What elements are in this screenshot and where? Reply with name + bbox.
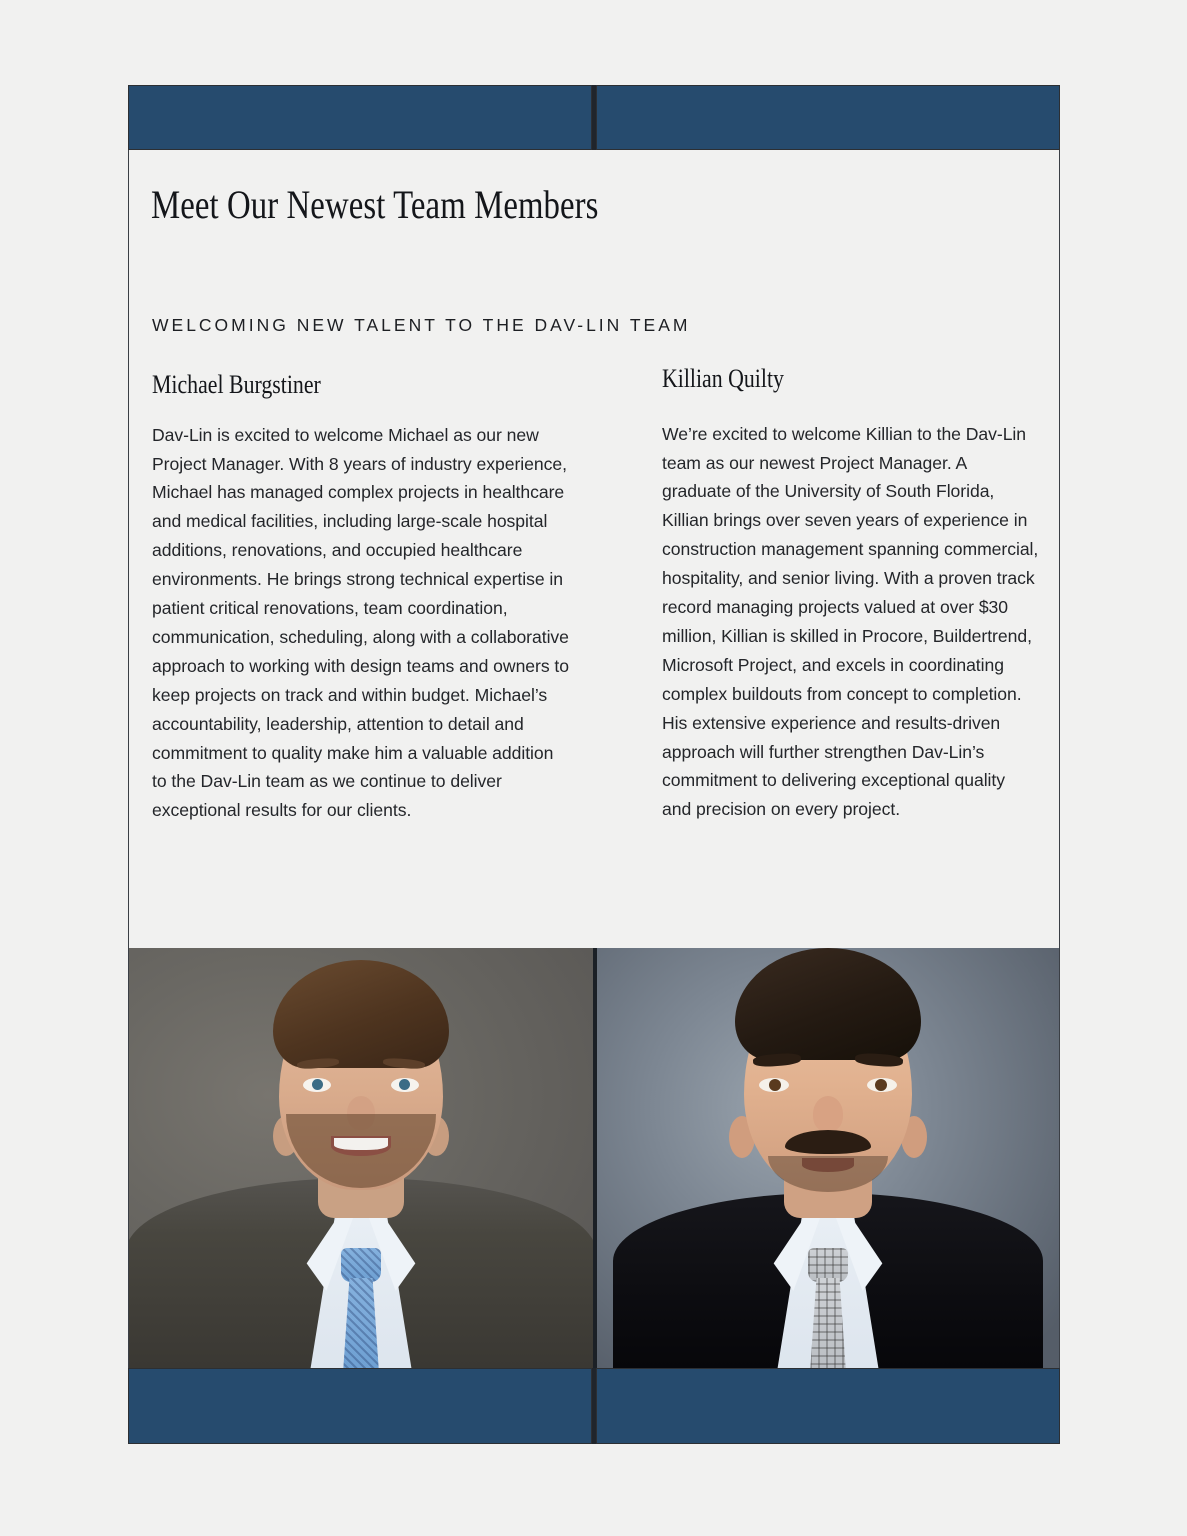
headshot-michael-burgstiner	[129, 948, 593, 1368]
necktie-knot-michael	[341, 1248, 381, 1282]
bio-column-michael	[129, 365, 594, 825]
bottom-band-left-block	[128, 1368, 592, 1444]
pupil-right-michael	[399, 1079, 410, 1090]
headshot-strip	[128, 948, 1060, 1368]
necktie-knot-killian	[808, 1248, 848, 1282]
bottom-navy-band	[128, 1368, 1060, 1444]
teeth-michael	[334, 1138, 388, 1150]
necktie-michael	[338, 1248, 384, 1368]
necktie-body-michael	[343, 1278, 379, 1368]
top-navy-band	[128, 85, 1060, 150]
person-bio-michael: Dav-Lin is excited to welcome Michael as our new Project Manager. With 8 years of industry experience, Michael has managed complex projects in healthcare and medical facilities, including large-scale hospital additions, renovations, and occupied healthcare environments. He brings strong technical expertise in patient critical renovations, team coordination, communication, scheduling, along with a collaborative approach to working with design teams and owners to keep projects on track and within budget. Michael’s accountability, leadership, attention to detail and commitment to quality make him a valuable addition to the Dav-Lin team as we continue to deliver exceptional results for our clients.	[152, 424, 570, 821]
headshot-killian-quilty	[597, 948, 1059, 1368]
top-band-right-block	[596, 85, 1060, 150]
necktie-body-killian	[810, 1278, 846, 1368]
newsletter-page	[128, 85, 1060, 1444]
text-panel	[128, 150, 1060, 948]
bio-column-killian	[594, 365, 1061, 825]
pupil-left-michael	[312, 1079, 323, 1090]
page-subtitle: WELCOMING NEW TALENT TO THE DAV-LIN TEAM	[152, 315, 691, 335]
pupil-left-killian	[769, 1079, 781, 1091]
person-name-michael: Michael Burgstiner	[152, 370, 321, 399]
top-band-left-block	[128, 85, 592, 150]
person-name-killian: Killian Quilty	[662, 364, 784, 393]
person-bio-killian: We’re excited to welcome Killian to the Dav-Lin team as our newest Project Manager. A graduate of the University of South Florida, Killian brings over seven years of experience in construction management spanning commercial, hospitality, and senior living. With a proven track record managing projects valued at over $30 million, Killian is skilled in Procore, Buildertrend, Microsoft Project, and excels in coordinating complex buildouts from concept to completion. His extensive experience and results-driven approach will further strengthen Dav-Lin’s commitment to delivering exceptional quality and precision on every project.	[662, 423, 1039, 820]
necktie-killian	[805, 1248, 851, 1368]
bio-columns	[129, 365, 1061, 825]
nose-killian	[813, 1096, 843, 1132]
pupil-right-killian	[875, 1079, 887, 1091]
page-title: Meet Our Newest Team Members	[151, 182, 599, 227]
bottom-band-right-block	[596, 1368, 1060, 1444]
